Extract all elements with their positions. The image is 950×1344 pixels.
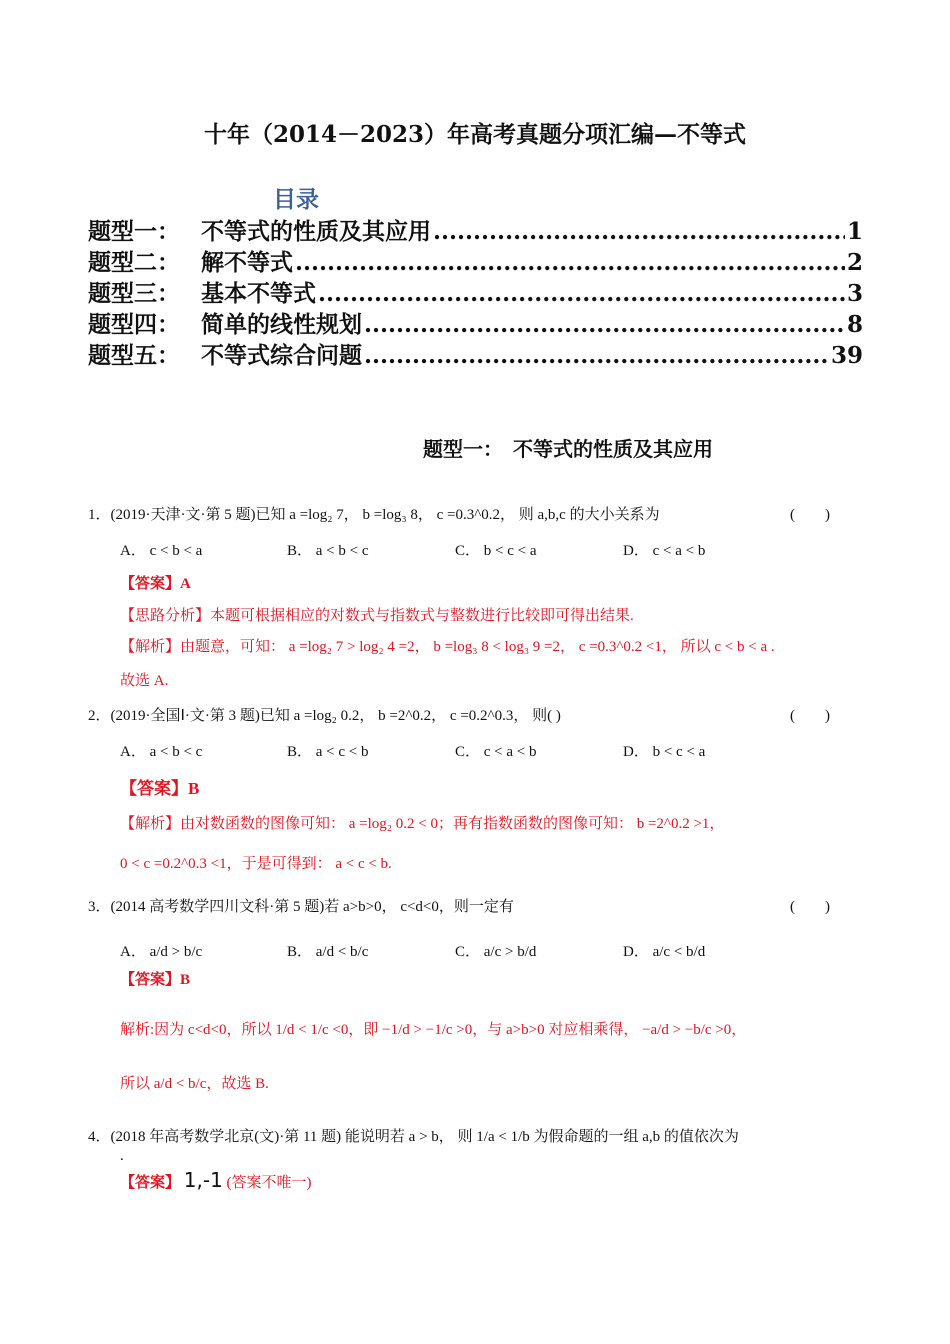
toc-item-page: 3 bbox=[846, 280, 863, 307]
answer: 【答案】B bbox=[120, 972, 191, 988]
answer-blank: ( ) bbox=[790, 708, 830, 724]
toc-item[interactable] bbox=[88, 306, 863, 339]
answer-blank: ( ) bbox=[790, 507, 830, 523]
option-c: C． b < c < a bbox=[455, 543, 537, 559]
blank-mark: . bbox=[120, 1148, 124, 1164]
toc-item[interactable] bbox=[88, 275, 863, 308]
option-a: A． a/d > b/c bbox=[120, 944, 203, 960]
option-c: C． a/c > b/d bbox=[455, 944, 537, 960]
toc-item-label: 题型一： bbox=[88, 218, 180, 245]
answer-blank: ( ) bbox=[790, 899, 830, 915]
toc-item[interactable] bbox=[88, 213, 863, 246]
option-b: B． a/d < b/c bbox=[287, 944, 369, 960]
toc-leader-dots bbox=[364, 311, 845, 338]
solution: 【解析】由题意，可知： a =log₂ 7 > log₂ 4 =2， b =log₃ 8 < log₃ 9 =2， c =0.3^0.2 <1， 所以 c < b < a . bbox=[120, 639, 775, 655]
toc-item-page: 2 bbox=[846, 249, 863, 276]
analysis: 【思路分析】本题可根据相应的对数式与指数式与整数进行比较即可得出结果. bbox=[120, 608, 634, 624]
option-c: C． c < a < b bbox=[455, 744, 537, 760]
question-2-stem: 2．(2019·全国Ⅰ·文·第 3 题)已知 a =log₂ 0.2， b =2^0.2， c =0.2^0.3， 则( ) bbox=[88, 708, 561, 724]
toc-item[interactable] bbox=[88, 244, 863, 277]
toc-item-label: 题型五： bbox=[88, 342, 180, 369]
toc-item[interactable] bbox=[88, 337, 863, 370]
toc-item-title: 解不等式 bbox=[201, 249, 293, 276]
toc-item-page: 1 bbox=[846, 218, 863, 245]
question-1-stem: 1．(2019·天津·文·第 5 题)已知 a =log₂ 7， b =log₃ 8， c =0.3^0.2， 则 a,b,c 的大小关系为 bbox=[88, 507, 660, 523]
toc-item-title: 不等式综合问题 bbox=[201, 342, 362, 369]
option-d: D． a/c < b/d bbox=[623, 944, 706, 960]
option-b: B． a < b < c bbox=[287, 543, 369, 559]
option-b: B． a < c < b bbox=[287, 744, 369, 760]
answer-note: (答案不唯一) bbox=[226, 1175, 312, 1191]
toc-leader-dots bbox=[295, 249, 845, 276]
question-3-stem: 3．(2014 高考数学四川文科·第 5 题)若 a>b>0， c<d<0，则一定有 bbox=[88, 899, 514, 915]
answer: 【答案】B bbox=[120, 779, 200, 798]
answer-value: 1,-1 bbox=[183, 1168, 223, 1192]
toc-heading: 目录 bbox=[273, 186, 319, 213]
answer: 【答案】A bbox=[120, 576, 191, 592]
conclusion: 故选 A. bbox=[120, 673, 169, 689]
document-title: 十年（2014－2023）年高考真题分项汇编—不等式 bbox=[203, 121, 747, 148]
toc-item-title: 不等式的性质及其应用 bbox=[201, 218, 431, 245]
answer bbox=[120, 1168, 312, 1192]
toc-item-label: 题型三： bbox=[88, 280, 180, 307]
option-a: A． a < b < c bbox=[120, 744, 203, 760]
option-d: D． b < c < a bbox=[623, 744, 706, 760]
answer-label: 【答案】 bbox=[120, 1175, 181, 1191]
section-heading: 题型一： 不等式的性质及其应用 bbox=[423, 437, 713, 461]
option-d: D． c < a < b bbox=[623, 543, 706, 559]
toc-leader-dots bbox=[433, 218, 845, 245]
toc-item-page: 8 bbox=[846, 311, 863, 338]
toc-leader-dots bbox=[318, 280, 845, 307]
solution-continued: 所以 a/d < b/c，故选 B. bbox=[120, 1076, 269, 1092]
option-a: A． c < b < a bbox=[120, 543, 203, 559]
toc-item-title: 简单的线性规划 bbox=[201, 311, 362, 338]
question-4-stem: 4．(2018 年高考数学北京(文)·第 11 题) 能说明若 a > b， 则 1/a < 1/b 为假命题的一组 a,b 的值依次为 bbox=[88, 1129, 739, 1145]
toc-item-page: 39 bbox=[830, 342, 863, 369]
solution: 【解析】由对数函数的图像可知： a =log₂ 0.2 < 0；再有指数函数的图像可知： b =2^0.2 >1， bbox=[120, 816, 725, 832]
solution: 解析:因为 c<d<0，所以 1/d < 1/c <0，即 −1/d > −1/c >0，与 a>b>0 对应相乘得， −a/d > −b/c >0， bbox=[120, 1022, 747, 1038]
toc-item-label: 题型二： bbox=[88, 249, 180, 276]
toc-leader-dots bbox=[364, 342, 829, 369]
toc-item-label: 题型四： bbox=[88, 311, 180, 338]
toc-item-title: 基本不等式 bbox=[201, 280, 316, 307]
solution-continued: 0 < c =0.2^0.3 <1，于是可得到： a < c < b. bbox=[120, 856, 392, 872]
